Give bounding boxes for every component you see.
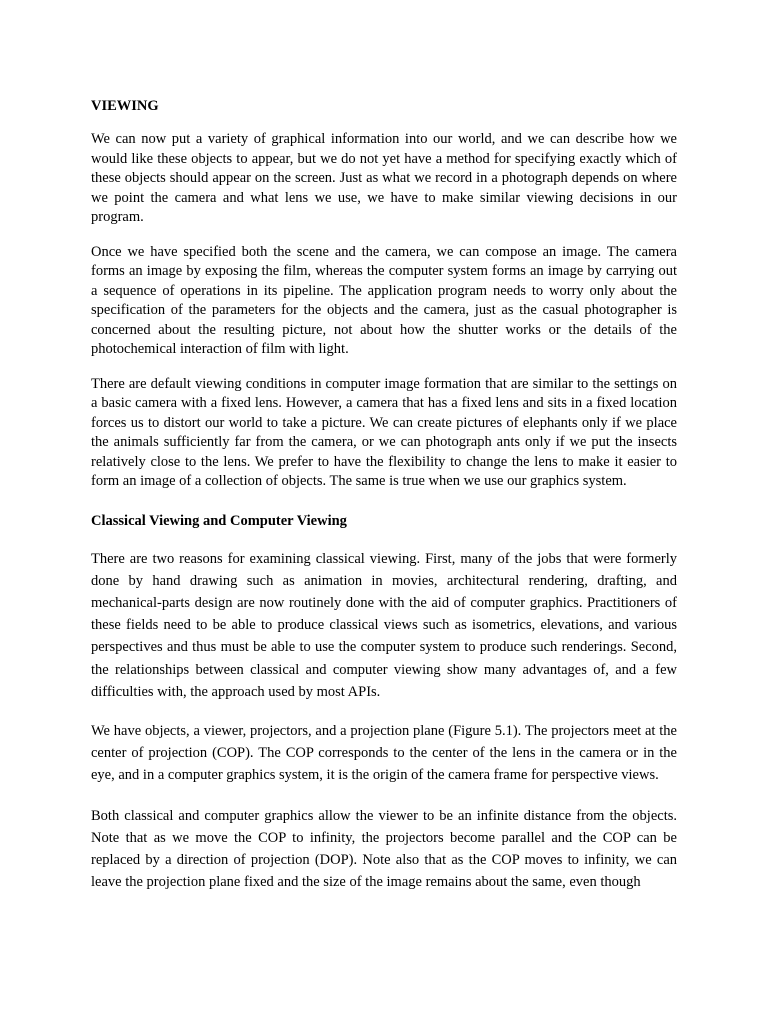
paragraph: We have objects, a viewer, projectors, and a projection plane (Figure 5.1). The projectors meet at the center of projection (COP). The COP corresponds to the center of the lens in the camera or in the eye, and in a computer graphics system, it is the origin of the camera frame for perspective views.: [91, 722, 677, 784]
document-page: [91, 96, 677, 908]
paragraph: We can now put a variety of graphical information into our world, and we can describe how we would like these objects to appear, but we do not yet have a method for specifying exactly which of these objects should appear on the screen. Just as what we record in a photograph depends on where we point the camera and what lens we use, we have to make similar viewing decisions in our program.: [91, 131, 677, 225]
paragraph: There are default viewing conditions in computer image formation that are similar to the settings on a basic camera with a fixed lens. However, a camera that has a fixed lens and sits in a fixed location forces us to distort our world to take a picture. We can create pictures of elephants only if we place the animals sufficiently far from the camera, or we can photograph ants only if we put the insects relatively close to the lens. We prefer to have the flexibility to change the lens to make it easier to form an image of a collection of objects. The same is true when we use our graphics system.: [91, 375, 677, 489]
paragraph: Both classical and computer graphics allow the viewer to be an infinite distance from the objects. Note that as we move the COP to infinity, the projectors become parallel and the COP can be replaced by a direction of projection (DOP). Note also that as the COP moves to infinity, we can leave the projection plane fixed and the size of the image remains about the same, even though: [91, 807, 677, 891]
paragraph: There are two reasons for examining classical viewing. First, many of the jobs that were formerly done by hand drawing such as animation in movies, architectural rendering, drafting, and mechanical-parts design are now routinely done with the aid of computer graphics. Practitioners of these fields need to be able to produce classical views such as isometrics, elevations, and various perspectives and thus must be able to use the computer system to produce such renderings. Second, the relationships between classical and computer viewing show many advantages of, and a few difficulties with, the approach used by most APIs.: [91, 550, 677, 700]
subsection-title: Classical Viewing and Computer Viewing: [91, 512, 347, 529]
paragraph: Once we have specified both the scene and the camera, we can compose an image. The camera forms an image by exposing the film, whereas the computer system forms an image by carrying out a sequence of operations in its pipeline. The application program needs to worry only about the specification of the parameters for the objects and the camera, just as the casual photographer is concerned about the resulting picture, not about how the shutter works or the details of the photochemical interaction of film with light.: [91, 243, 677, 357]
section-title: VIEWING: [91, 98, 159, 114]
